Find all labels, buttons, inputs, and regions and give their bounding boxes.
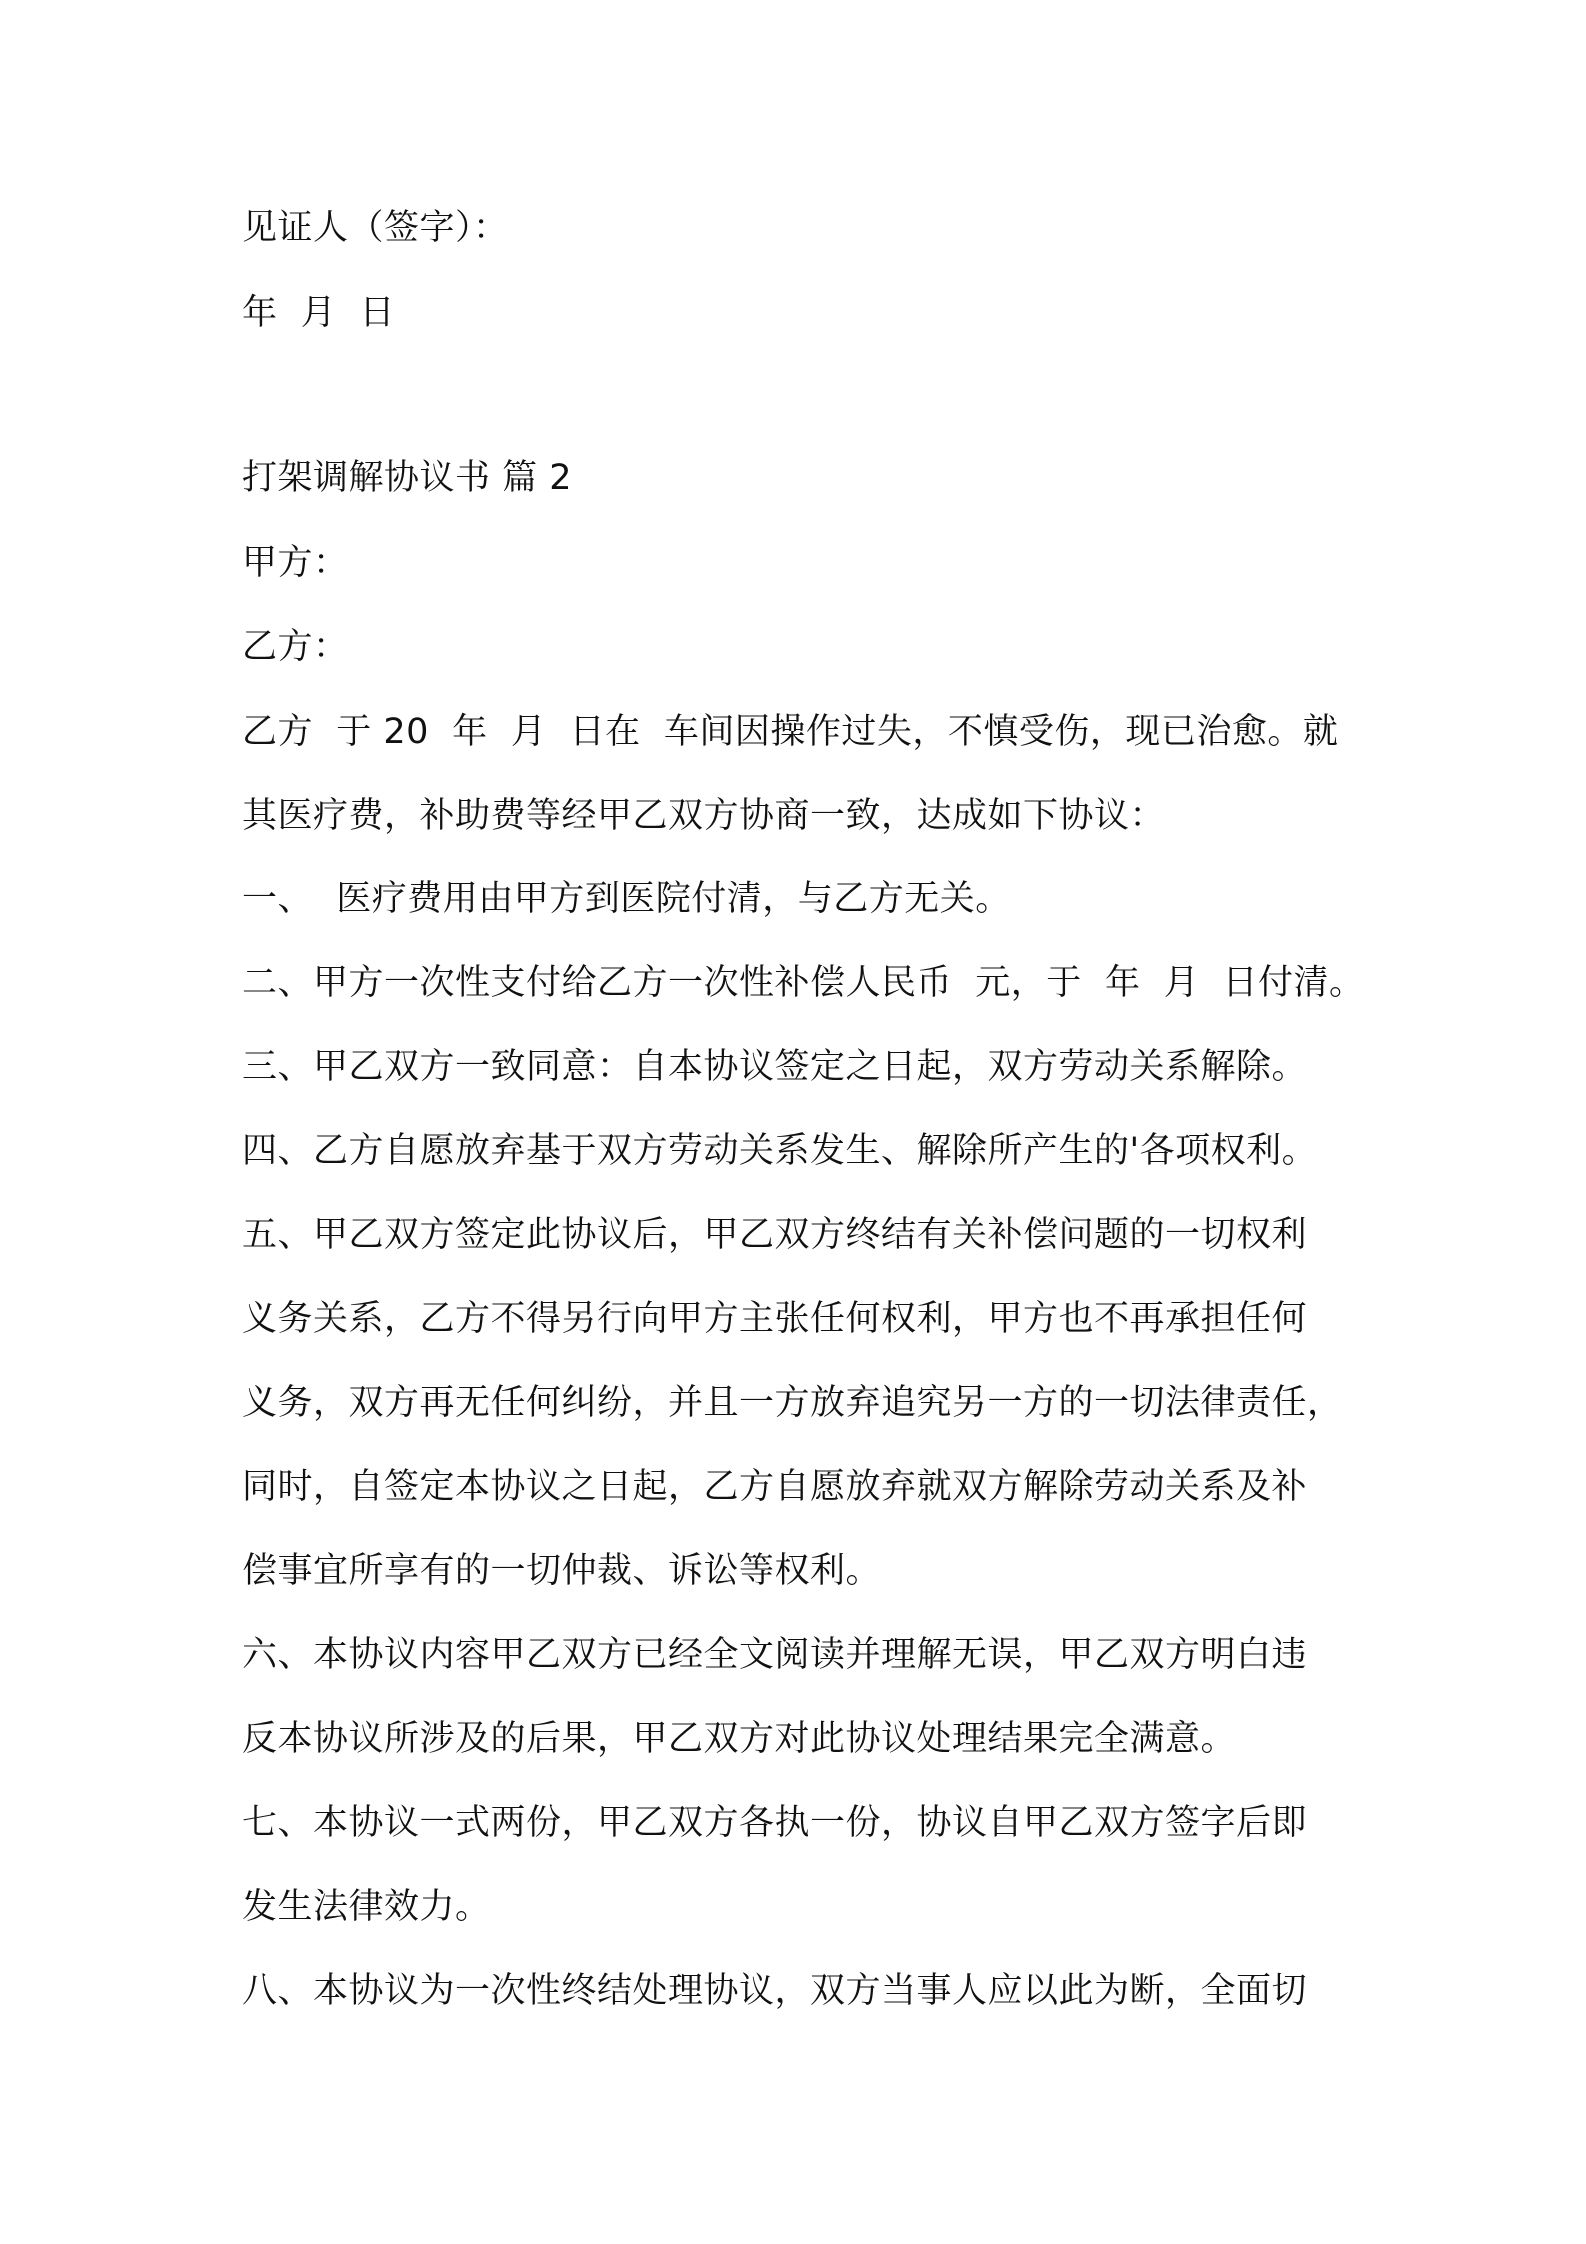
intro-line-2: 其医疗费，补助费等经甲乙双方协商一致，达成如下协议： (242, 796, 1166, 836)
party-b-label: 乙方： (242, 627, 349, 667)
clause-line: 二、甲方一次性支付给乙方一次性补偿人民币 元，于 年 月 日付清。 (242, 963, 1365, 1003)
clause-line: 一、 医疗费用由甲方到医院付清，与乙方无关。 (242, 879, 1011, 919)
clause-line: 七、本协议一式两份，甲乙双方各执一份，协议自甲乙双方签字后即 (242, 1803, 1308, 1843)
clause-line: 同时，自签定本协议之日起，乙方自愿放弃就双方解除劳动关系及补 (242, 1467, 1308, 1507)
party-a-label: 甲方： (242, 543, 349, 583)
section-title: 打架调解协议书 篇 2 (242, 458, 573, 498)
clause-line: 反本协议所涉及的后果，甲乙双方对此协议处理结果完全满意。 (242, 1719, 1237, 1759)
intro-line-1: 乙方 于 20 年 月 日在 车间因操作过失，不慎受伤，现已治愈。就 (242, 712, 1339, 752)
clause-line: 偿事宜所享有的一切仲裁、诉讼等权利。 (242, 1551, 882, 1591)
clause-line: 发生法律效力。 (242, 1887, 491, 1927)
clause-line: 四、乙方自愿放弃基于双方劳动关系发生、解除所产生的'各项权利。 (242, 1131, 1318, 1171)
clause-line: 义务关系，乙方不得另行向甲方主张任何权利，甲方也不再承担任何 (242, 1299, 1308, 1339)
clause-line: 三、甲乙双方一致同意：自本协议签定之日起，双方劳动关系解除。 (242, 1047, 1308, 1087)
clause-line: 八、本协议为一次性终结处理协议，双方当事人应以此为断，全面切 (242, 1971, 1308, 2011)
clause-line: 义务，双方再无任何纠纷，并且一方放弃追究另一方的一切法律责任， (242, 1383, 1343, 1423)
witness-signature-label: 见证人（签字）： (242, 208, 509, 248)
clause-line: 六、本协议内容甲乙双方已经全文阅读并理解无误，甲乙双方明白违 (242, 1635, 1308, 1675)
signature-date-line: 年 月 日 (242, 293, 396, 333)
clause-line: 五、甲乙双方签定此协议后，甲乙双方终结有关补偿问题的一切权利 (242, 1215, 1308, 1255)
